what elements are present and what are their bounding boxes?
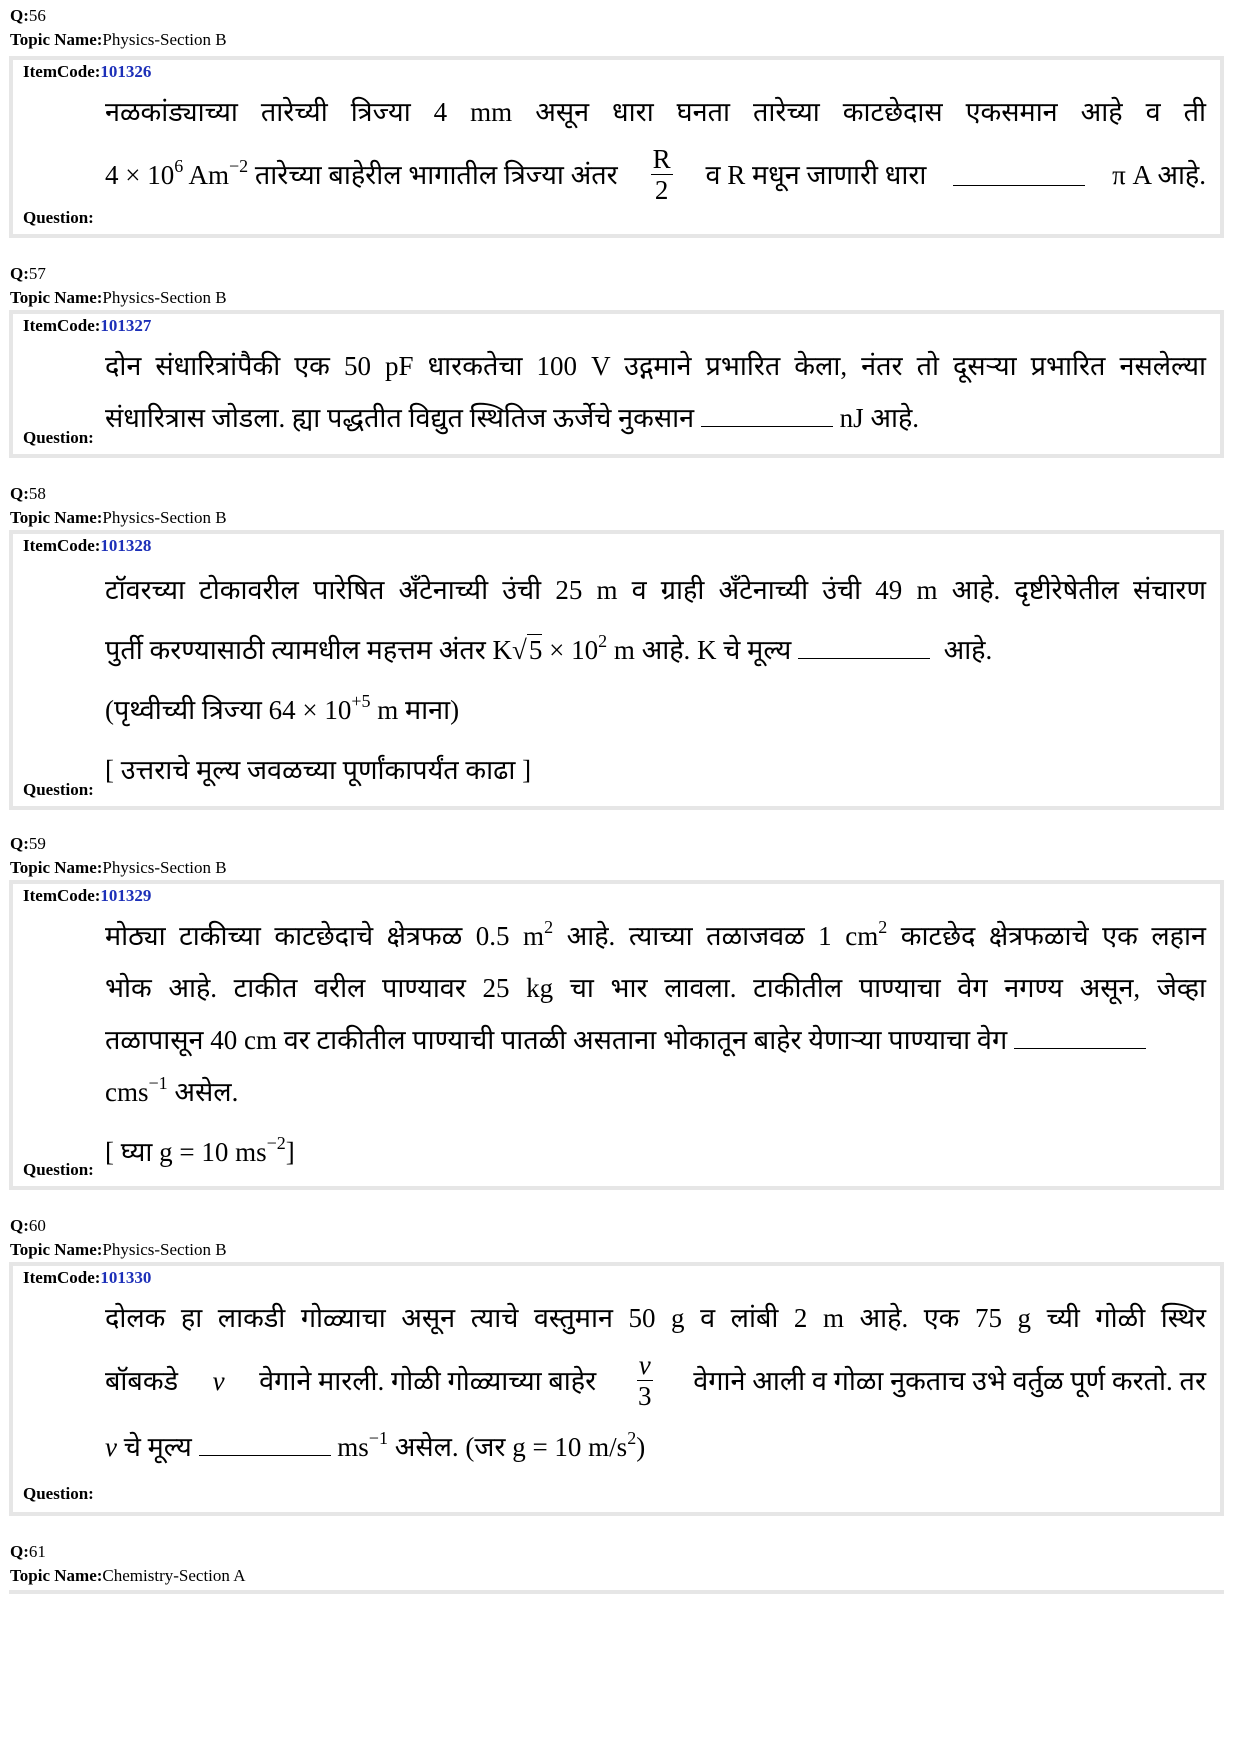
question-text: नळकांड्याच्या तारेच्यी त्रिज्या 4 mm असून धारा घनता तारेच्या काटछेदास एकसमान आहे व ती $4 \times 10^6$ $Am^{-2}$ तारेच्या बाहेरील भागातील त्रिज्या अंतर $\frac{R}{2}$ व R मधून जाणारी धारा π A आहे. — [105, 97, 1206, 205]
question-header-58: Q:58 Topic Name:Physics-Section B — [10, 484, 227, 527]
question-text: मोठ्या टाकीच्या काटछेदाचे क्षेत्रफळ 0.5 $m^2$ आहे. त्याच्या तळाजवळ 1 $cm^2$ काटछेद क्षेत्रफळाचे एक लहान भोक आहे. टाकीत वरील पाण्यावर 25 kg चा भार लावला. टाकीतील पाण्याचा वेग नगण्य असून, जेव्हा तळापासून 40 cm वर टाकीतील पाण्याची पातळी असताना भोकातून बाहेर येणाऱ्या पाण्याचा वेग cms$^{-1}$ असेल. [ घ्या g = 10 $ms^{-2}$] — [105, 917, 1206, 1167]
question-header-59: Q:59 Topic Name:Physics-Section B — [10, 834, 227, 877]
fraction: $\frac{R}{2}$ — [652, 144, 671, 205]
question-header-56: Q:56 Topic Name:Physics-Section B — [10, 6, 227, 49]
answer-blank — [199, 1433, 331, 1456]
question-box-59 — [9, 880, 1224, 1190]
answer-blank — [701, 404, 833, 427]
question-box-60 — [9, 1262, 1224, 1516]
item-code: ItemCode:101327 — [23, 316, 152, 335]
question-header-60: Q:60 Topic Name:Physics-Section B — [10, 1216, 227, 1259]
question-label: Question: — [23, 780, 94, 799]
fraction: $\frac{v}{3}$ — [637, 1350, 652, 1411]
item-code: ItemCode:101329 — [23, 886, 152, 905]
question-box-56 — [9, 56, 1224, 238]
question-text: टॉवरच्या टोकावरील पारेषित अँटेनाच्यी उंची 25 m व ग्राही अँटेनाच्यी उंची 49 m आहे. दृष्टीरेषेतील संचारण पुर्ती करण्यासाठी त्यामधील महत्तम अंतर $K√5 \times 10^2$ m आहे. K चे मूल्य आहे. (पृथ्वीच्यी त्रिज्या $64 \times 10^{+5}$ m माना) [ उत्तराचे मूल्य जवळच्या पूर्णांकापर्यंत काढा ] — [105, 575, 1206, 785]
answer-blank — [1014, 1026, 1146, 1049]
question-label: Question: — [23, 428, 94, 447]
item-code: ItemCode:101328 — [23, 536, 152, 555]
question-header-61: Q:61 Topic Name:Chemistry-Section A — [10, 1542, 246, 1585]
item-code: ItemCode:101326 — [23, 62, 152, 81]
section-divider — [9, 1590, 1224, 1594]
answer-blank — [798, 636, 930, 659]
question-label: Question: — [23, 208, 94, 227]
answer-blank — [953, 163, 1085, 186]
question-box-58 — [9, 530, 1224, 810]
question-box-57 — [9, 310, 1224, 458]
question-text: दोलक हा लाकडी गोळ्याचा असून त्याचे वस्तुमान 50 g व लांबी 2 m आहे. एक 75 g च्यी गोळी स्थिर बॉबकडे v वेगाने मारली. गोळी गोळ्याच्या बाहेर $\frac{v}{3}$ वेगाने आली व गोळा नुकताच उभे वर्तुळ पूर्ण करतो. तर v चे मूल्य $ms^{-1}$ असेल. (जर g = 10 $m/s^2$) — [105, 1303, 1206, 1462]
item-code: ItemCode:101330 — [23, 1268, 152, 1287]
question-header-57: Q:57 Topic Name:Physics-Section B — [10, 264, 227, 307]
question-text: दोन संधारित्रांपैकी एक 50 pF धारकतेचा 100 V उद्गमाने प्रभारित केला, नंतर तो दूसऱ्या प्रभारित नसलेल्या संधारित्रास जोडला. ह्या पद्धतीत विद्युत स्थितिज ऊर्जेचे नुकसान nJ आहे. — [105, 351, 1206, 433]
question-label: Question: — [23, 1484, 94, 1503]
question-label: Question: — [23, 1160, 94, 1179]
